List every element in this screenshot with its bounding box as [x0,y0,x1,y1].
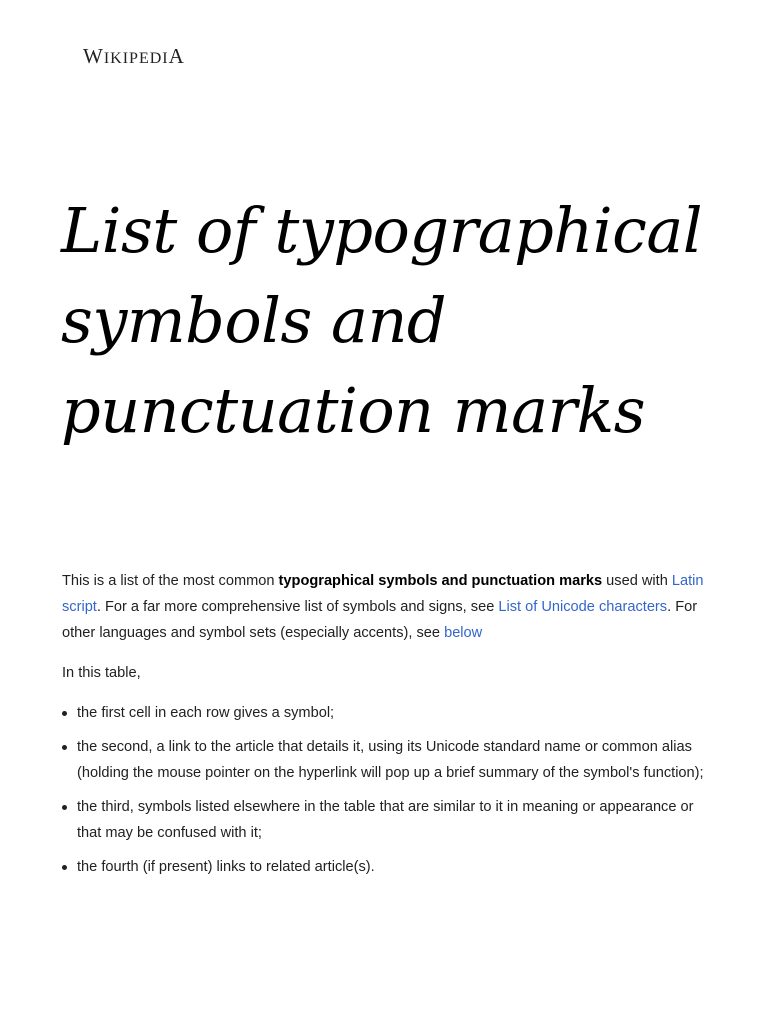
wikipedia-wordmark[interactable] [83,44,185,69]
table-explanation-list [62,700,712,880]
intro-text-1: This is a list of the most common [62,573,279,589]
intro-text-3: . For a far more comprehensive list of symbols and signs, see [96,599,499,615]
list-item [77,794,712,846]
bullet-icon [62,745,67,750]
page-title: List of typographical symbols and punctuation marks [61,194,703,447]
list-item-text: the first cell in each row gives a symbol; [77,705,335,721]
bullet-icon [62,711,67,716]
unicode-characters-link[interactable]: List of Unicode characters [498,599,668,615]
latin-script-link[interactable]: Latin script [62,573,704,615]
wordmark-final: A [168,44,185,68]
list-item [77,700,712,726]
bullet-icon [62,865,67,870]
table-intro: In this table, [62,665,141,681]
bullet-icon [62,805,67,810]
below-link[interactable]: below [444,625,483,641]
intro-paragraph [62,568,712,646]
list-item-text: the second, a link to the article that details it, using its Unicode standard name or common alias (holding the mouse pointer on the hyperlink will pop up a brief summary of the symbol's function); [77,739,704,781]
intro-bold-term: typographical symbols and punctuation marks [278,573,603,589]
intro-text-4: . For other languages and symbol sets (especially accents), see [62,599,698,641]
list-item-text: the third, symbols listed elsewhere in the table that are similar to it in meaning or appearance or that may be confused with it; [77,799,694,841]
wordmark-initial: W [83,44,104,68]
article-body [62,568,712,888]
list-item [77,854,712,880]
list-item-text: the fourth (if present) links to related article(s). [77,859,375,875]
wordmark-middle: IKIPEDI [103,50,169,67]
intro-text-2: used with [602,573,672,589]
list-item [77,734,712,786]
